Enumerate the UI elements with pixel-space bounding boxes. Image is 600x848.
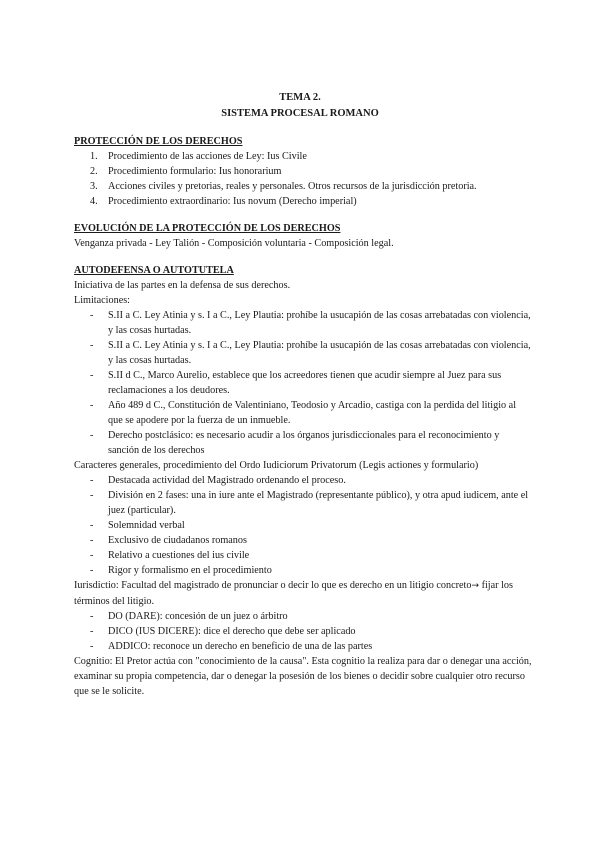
cognitio-text: Cognitio: El Pretor actúa con "conocimiento de la causa". Esta cognitio la realiza para dar o denegar una acción, examinar su propia competencia, dar o denegar la posesión de los bienes o decidir sobre cualquier otro recurso que se le solicite. <box>74 656 532 697</box>
list-item <box>74 428 532 458</box>
list-item-text: Procedimiento de las acciones de Ley: Ius Civile <box>108 151 307 162</box>
list-item-text: S.II d C., Marco Aurelio, establece que los acreedores tienen que acudir siempre al Juez para sus reclamaciones a los deudores. <box>108 370 502 396</box>
dash-bullet: - <box>90 611 94 622</box>
list-item-text: Rigor y formalismo en el procedimiento <box>108 565 272 576</box>
list-item-text: Solemnidad verbal <box>108 520 185 531</box>
list-number: 3. <box>90 181 98 192</box>
dash-bullet: - <box>90 340 94 351</box>
list-item-text: DO (DARE): concesión de un juez o árbitro <box>108 611 288 622</box>
document-title: TEMA 2. <box>279 92 321 103</box>
dash-bullet: - <box>90 520 94 531</box>
list-item <box>74 548 532 563</box>
list-item-text: Procedimiento extraordinario: Ius novum (Derecho imperial) <box>108 196 357 207</box>
list-item <box>74 518 532 533</box>
list-item <box>74 308 532 338</box>
caracteres-list <box>74 473 532 578</box>
list-item <box>74 164 532 179</box>
list-item <box>74 473 532 488</box>
document-subtitle: SISTEMA PROCESAL ROMANO <box>221 108 379 119</box>
list-item-text: S.II a C. Ley Atinia y s. I a C., Ley Plautia: prohíbe la usucapión de las cosas arrebatadas con violencia, y las cosas hurtadas. <box>108 310 531 336</box>
list-item-text: Procedimiento formulario: Ius honorarium <box>108 166 282 177</box>
list-item <box>74 398 532 428</box>
limitaciones-label: Limitaciones: <box>74 295 131 306</box>
list-item <box>74 338 532 368</box>
list-item <box>74 179 532 194</box>
list-item-text: S.II a C. Ley Atinia y s. I a C., Ley Plautia: prohíbe la usucapión de las cosas arrebatadas con violencia, y las cosas hurtadas. <box>108 340 531 366</box>
autodefensa-intro: Iniciativa de las partes en la defensa de sus derechos. <box>74 280 291 291</box>
dash-bullet: - <box>90 475 94 486</box>
list-item-text: ADDICO: reconoce un derecho en beneficio de una de las partes <box>108 641 373 652</box>
list-item <box>74 639 532 654</box>
list-number: 1. <box>90 151 98 162</box>
iurisdictio-text-a: Iurisdictio: Facultad del magistrado de pronunciar o decir lo que es derecho en un litigio concreto <box>74 580 472 591</box>
list-item-text: Relativo a cuestiones del ius civile <box>108 550 250 561</box>
list-item <box>74 488 532 518</box>
heading-evolucion: EVOLUCIÓN DE LA PROTECCIÓN DE LOS DERECHOS <box>74 223 341 234</box>
dash-bullet: - <box>90 535 94 546</box>
arrow-right-icon: → <box>471 581 480 591</box>
list-number: 4. <box>90 196 98 207</box>
dash-bullet: - <box>90 490 94 501</box>
list-item <box>74 624 532 639</box>
dash-bullet: - <box>90 430 94 441</box>
iurisdictio-intro <box>74 578 532 609</box>
caracteres-intro: Caracteres generales, procedimiento del Ordo Iudiciorum Privatorum (Legis actiones y formulario) <box>74 460 479 471</box>
iurisdictio-list <box>74 609 532 654</box>
dash-bullet: - <box>90 550 94 561</box>
list-item <box>74 194 532 209</box>
list-item <box>74 149 532 164</box>
list-item-text: Exclusivo de ciudadanos romanos <box>108 535 247 546</box>
dash-bullet: - <box>90 370 94 381</box>
heading-proteccion: PROTECCIÓN DE LOS DERECHOS <box>74 136 243 147</box>
evolucion-text: Venganza privada - Ley Talión - Composición voluntaria - Composición legal. <box>74 238 394 249</box>
list-item <box>74 368 532 398</box>
list-item-text: Año 489 d C., Constitución de Valentiniano, Teodosio y Arcadio, castiga con la perdida del litigio al que se apodere por la fuerza de un inmueble. <box>108 400 517 426</box>
document-content <box>74 134 532 699</box>
iurisdictio-text-b: fijar los términos del litigio. <box>74 580 513 607</box>
dash-bullet: - <box>90 641 94 652</box>
list-item-text: Destacada actividad del Magistrado ordenando el proceso. <box>108 475 346 486</box>
numbered-list-proteccion <box>74 149 532 209</box>
list-item <box>74 609 532 624</box>
dash-bullet: - <box>90 400 94 411</box>
list-item-text: DICO (IUS DICERE): dice el derecho que debe ser aplicado <box>108 626 356 637</box>
title-block <box>0 90 600 122</box>
limitaciones-list <box>74 308 532 458</box>
list-item <box>74 563 532 578</box>
list-item <box>74 533 532 548</box>
heading-autodefensa: AUTODEFENSA O AUTOTUTELA <box>74 265 234 276</box>
list-number: 2. <box>90 166 98 177</box>
dash-bullet: - <box>90 310 94 321</box>
list-item-text: Derecho postclásico: es necesario acudir a los órganos jurisdiccionales para el reconocimiento y sanción de los derechos <box>108 430 500 456</box>
dash-bullet: - <box>90 565 94 576</box>
dash-bullet: - <box>90 626 94 637</box>
list-item-text: Acciones civiles y pretorias, reales y personales. Otros recursos de la jurisdicción pretoria. <box>108 181 477 192</box>
list-item-text: División en 2 fases: una in iure ante el Magistrado (representante público), y otra apud iudicem, ante el juez (particular). <box>108 490 529 516</box>
